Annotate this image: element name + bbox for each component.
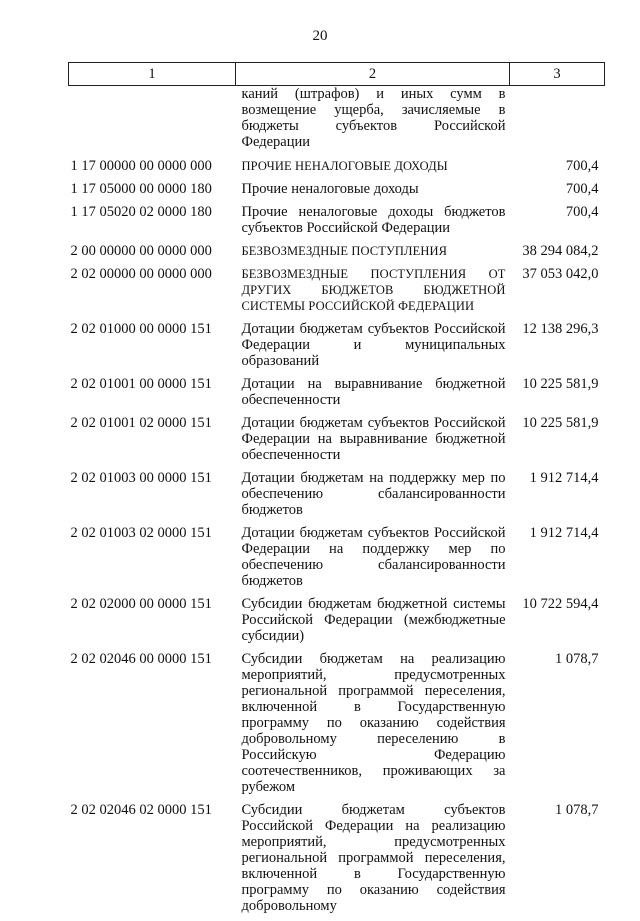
page-number: 20 xyxy=(0,28,640,45)
budget-code: 1 17 05020 02 0000 180 xyxy=(69,204,236,243)
header-col-2: 2 xyxy=(236,63,510,86)
revenue-name: ПРОЧИЕ НЕНАЛОГОВЫЕ ДОХОДЫ xyxy=(236,158,510,181)
budget-code: 2 02 01001 02 0000 151 xyxy=(69,415,236,470)
table-row xyxy=(69,415,605,470)
table-row xyxy=(69,596,605,651)
header-col-3: 3 xyxy=(510,63,605,86)
revenue-name: Субсидии бюджетам на реализацию мероприятий, предусмотренных региональной программой переселения, включенной в Государственную программу по оказанию содействия добровольному переселению в Российскую Федерацию соотечественников, проживающих за рубежом xyxy=(236,651,510,802)
amount-value: 700,4 xyxy=(510,181,605,204)
revenue-name: Дотации бюджетам субъектов Российской Федерации на выравнивание бюджетной обеспеченности xyxy=(236,415,510,470)
budget-code: 2 02 00000 00 0000 000 xyxy=(69,266,236,321)
budget-table-container xyxy=(68,62,604,921)
header-col-1: 1 xyxy=(69,63,236,86)
revenue-name: БЕЗВОЗМЕЗДНЫЕ ПОСТУПЛЕНИЯ xyxy=(236,243,510,266)
table-row xyxy=(69,470,605,525)
amount-value: 37 053 042,0 xyxy=(510,266,605,321)
amount-value xyxy=(510,86,605,159)
table-row xyxy=(69,651,605,802)
table-row xyxy=(69,158,605,181)
revenue-name: Прочие неналоговые доходы бюджетов субъектов Российской Федерации xyxy=(236,204,510,243)
amount-value: 12 138 296,3 xyxy=(510,321,605,376)
revenue-name: Субсидии бюджетам бюджетной системы Российской Федерации (межбюджетные субсидии) xyxy=(236,596,510,651)
budget-code: 2 02 01003 02 0000 151 xyxy=(69,525,236,596)
budget-code: 2 02 02046 02 0000 151 xyxy=(69,802,236,921)
table-row xyxy=(69,525,605,596)
amount-value: 1 912 714,4 xyxy=(510,470,605,525)
table-row xyxy=(69,204,605,243)
amount-value: 10 225 581,9 xyxy=(510,376,605,415)
table-row xyxy=(69,86,605,159)
budget-revenue-table xyxy=(68,62,605,921)
revenue-name: Дотации бюджетам субъектов Российской Федерации и муниципальных образований xyxy=(236,321,510,376)
revenue-name: БЕЗВОЗМЕЗДНЫЕ ПОСТУПЛЕНИЯ ОТ ДРУГИХ БЮДЖЕТОВ БЮДЖЕТНОЙ СИСТЕМЫ РОССИЙСКОЙ ФЕДЕРАЦИИ xyxy=(236,266,510,321)
table-header xyxy=(69,63,605,86)
amount-value: 700,4 xyxy=(510,204,605,243)
amount-value: 700,4 xyxy=(510,158,605,181)
amount-value: 38 294 084,2 xyxy=(510,243,605,266)
budget-code: 2 02 01003 00 0000 151 xyxy=(69,470,236,525)
budget-code xyxy=(69,86,236,159)
budget-code: 2 02 02000 00 0000 151 xyxy=(69,596,236,651)
amount-value: 10 225 581,9 xyxy=(510,415,605,470)
budget-code: 2 02 01000 00 0000 151 xyxy=(69,321,236,376)
table-row xyxy=(69,266,605,321)
table-row xyxy=(69,243,605,266)
budget-code: 1 17 00000 00 0000 000 xyxy=(69,158,236,181)
revenue-name: Дотации на выравнивание бюджетной обеспеченности xyxy=(236,376,510,415)
revenue-name: Прочие неналоговые доходы xyxy=(236,181,510,204)
amount-value: 1 078,7 xyxy=(510,651,605,802)
table-row xyxy=(69,321,605,376)
revenue-name: Дотации бюджетам на поддержку мер по обеспечению сбалансированности бюджетов xyxy=(236,470,510,525)
amount-value: 1 912 714,4 xyxy=(510,525,605,596)
budget-code: 2 02 02046 00 0000 151 xyxy=(69,651,236,802)
table-row xyxy=(69,181,605,204)
revenue-name: каний (штрафов) и иных сумм в возмещение ущерба, зачисляемые в бюджеты субъектов Российской Федерации xyxy=(236,86,510,159)
revenue-name: Субсидии бюджетам субъектов Российской Федерации на реализацию мероприятий, предусмотренных региональной программой переселения, включенной в Государственную программу по оказанию содействия добровольному xyxy=(236,802,510,921)
amount-value: 10 722 594,4 xyxy=(510,596,605,651)
budget-code: 2 02 01001 00 0000 151 xyxy=(69,376,236,415)
header-row xyxy=(69,63,605,86)
amount-value: 1 078,7 xyxy=(510,802,605,921)
table-row xyxy=(69,376,605,415)
revenue-name: Дотации бюджетам субъектов Российской Федерации на поддержку мер по обеспечению сбалансированности бюджетов xyxy=(236,525,510,596)
table-body xyxy=(69,86,605,921)
budget-code: 1 17 05000 00 0000 180 xyxy=(69,181,236,204)
budget-code: 2 00 00000 00 0000 000 xyxy=(69,243,236,266)
table-row xyxy=(69,802,605,921)
